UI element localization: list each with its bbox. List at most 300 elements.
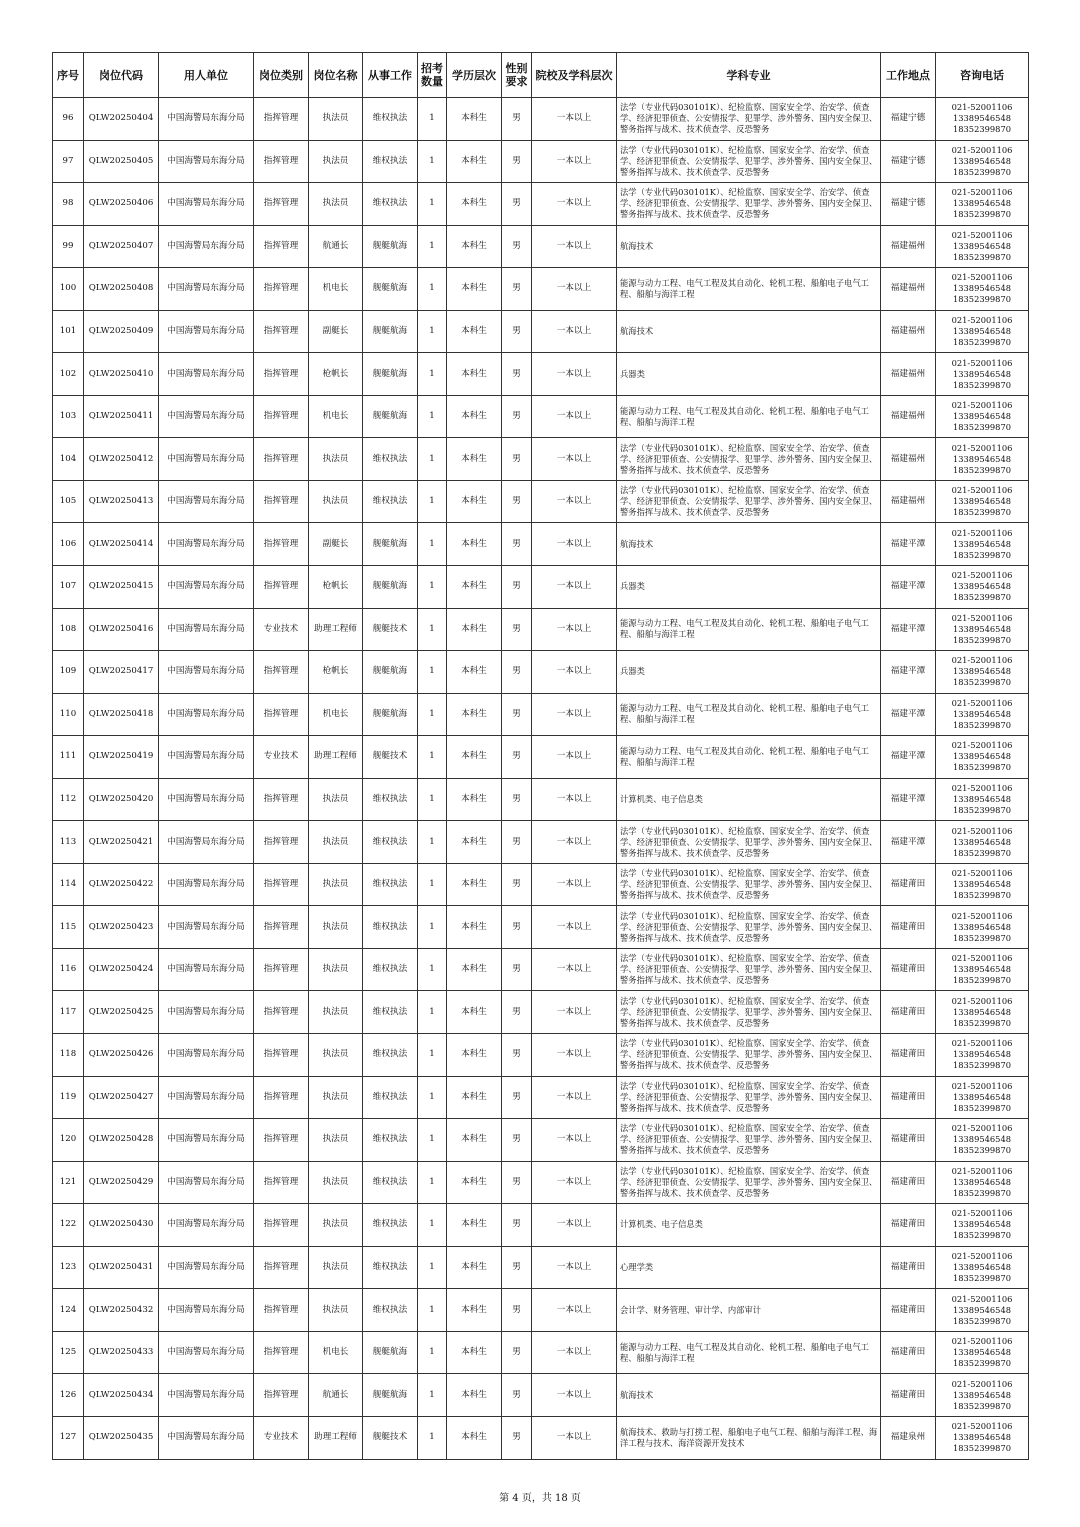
cell-location: 福建福州 — [881, 480, 936, 523]
cell-major: 能源与动力工程、电气工程及其自动化、轮机工程、船舶电子电气工程、船舶与海洋工程 — [617, 1331, 881, 1374]
cell-seq: 121 — [53, 1161, 84, 1204]
cell-unit: 中国海警局东海分局 — [159, 566, 254, 609]
cell-unit: 中国海警局东海分局 — [159, 906, 254, 949]
cell-phone — [936, 736, 1029, 779]
cell-quota: 1 — [418, 438, 447, 481]
phone-number: 021-52001106 — [951, 953, 1013, 964]
cell-major: 兵器类 — [617, 651, 881, 694]
phone-number: 13389546548 — [952, 794, 1012, 805]
cell-code: QLW20250435 — [84, 1416, 159, 1459]
cell-quota: 1 — [418, 1331, 447, 1374]
cell-edu: 本科生 — [447, 906, 502, 949]
cell-unit: 中国海警局东海分局 — [159, 1246, 254, 1289]
cell-seq: 107 — [53, 566, 84, 609]
cell-phone — [936, 1331, 1029, 1374]
cell-quota: 1 — [418, 225, 447, 268]
cell-edu: 本科生 — [447, 1246, 502, 1289]
cell-work: 舰艇航海 — [363, 268, 418, 311]
cell-gender: 男 — [502, 98, 532, 141]
cell-edu: 本科生 — [447, 1416, 502, 1459]
table-row — [53, 140, 1029, 183]
cell-category: 指挥管理 — [254, 1204, 309, 1247]
cell-school: 一本以上 — [532, 1119, 617, 1162]
cell-seq: 120 — [53, 1119, 84, 1162]
cell-seq: 122 — [53, 1204, 84, 1247]
table-row — [53, 906, 1029, 949]
cell-location: 福建莆田 — [881, 906, 936, 949]
table-row — [53, 863, 1029, 906]
cell-edu: 本科生 — [447, 183, 502, 226]
phone-number: 18352399870 — [952, 719, 1012, 730]
header-post: 岗位名称 — [309, 53, 363, 98]
cell-gender: 男 — [502, 1204, 532, 1247]
cell-major: 能源与动力工程、电气工程及其自动化、轮机工程、船舶电子电气工程、船舶与海洋工程 — [617, 693, 881, 736]
cell-seq: 126 — [53, 1374, 84, 1417]
cell-school: 一本以上 — [532, 225, 617, 268]
cell-location: 福建平潭 — [881, 523, 936, 566]
cell-phone — [936, 268, 1029, 311]
table-row — [53, 353, 1029, 396]
phone-number: 18352399870 — [952, 890, 1012, 901]
cell-category: 指挥管理 — [254, 1331, 309, 1374]
cell-phone — [936, 991, 1029, 1034]
cell-edu: 本科生 — [447, 480, 502, 523]
cell-major: 兵器类 — [617, 353, 881, 396]
cell-work: 维权执法 — [363, 948, 418, 991]
positions-table — [52, 52, 1029, 1460]
cell-code: QLW20250423 — [84, 906, 159, 949]
cell-major: 航海技术、救助与打捞工程、船舶电子电气工程、船舶与海洋工程、海洋工程与技术、海洋资源开发技术 — [617, 1416, 881, 1459]
cell-location: 福建莆田 — [881, 863, 936, 906]
cell-major: 法学（专业代码030101K）、纪检监察、国家安全学、治安学、侦查学、经济犯罪侦查、公安情报学、犯罪学、涉外警务、国内安全保卫、警务指挥与战术、技术侦查学、反恐警务 — [617, 863, 881, 906]
phone-number: 13389546548 — [952, 666, 1012, 677]
table-row — [53, 778, 1029, 821]
cell-school: 一本以上 — [532, 1289, 617, 1332]
cell-school: 一本以上 — [532, 736, 617, 779]
cell-school: 一本以上 — [532, 1161, 617, 1204]
cell-code: QLW20250405 — [84, 140, 159, 183]
table-row — [53, 225, 1029, 268]
cell-major: 计算机类、电子信息类 — [617, 1204, 881, 1247]
cell-post: 助理工程师 — [309, 736, 363, 779]
cell-post: 执法员 — [309, 480, 363, 523]
phone-number: 021-52001106 — [951, 1123, 1013, 1134]
cell-seq: 108 — [53, 608, 84, 651]
table-row — [53, 1034, 1029, 1077]
phone-number: 18352399870 — [952, 1443, 1012, 1454]
header-gender: 性别 要求 — [502, 53, 532, 98]
cell-code: QLW20250422 — [84, 863, 159, 906]
cell-work: 维权执法 — [363, 778, 418, 821]
cell-edu: 本科生 — [447, 651, 502, 694]
cell-unit: 中国海警局东海分局 — [159, 310, 254, 353]
cell-seq: 123 — [53, 1246, 84, 1289]
cell-category: 指挥管理 — [254, 98, 309, 141]
cell-location: 福建莆田 — [881, 991, 936, 1034]
cell-major: 能源与动力工程、电气工程及其自动化、轮机工程、船舶电子电气工程、船舶与海洋工程 — [617, 268, 881, 311]
cell-code: QLW20250404 — [84, 98, 159, 141]
cell-work: 维权执法 — [363, 1119, 418, 1162]
phone-number: 021-52001106 — [951, 272, 1013, 283]
table-row — [53, 523, 1029, 566]
cell-gender: 男 — [502, 1034, 532, 1077]
cell-location: 福建莆田 — [881, 1331, 936, 1374]
cell-school: 一本以上 — [532, 1204, 617, 1247]
cell-code: QLW20250419 — [84, 736, 159, 779]
cell-unit: 中国海警局东海分局 — [159, 736, 254, 779]
cell-phone — [936, 225, 1029, 268]
phone-number: 021-52001106 — [951, 315, 1013, 325]
cell-unit: 中国海警局东海分局 — [159, 98, 254, 141]
cell-school: 一本以上 — [532, 353, 617, 396]
cell-work: 维权执法 — [363, 98, 418, 141]
cell-post: 助理工程师 — [309, 608, 363, 651]
cell-post: 机电长 — [309, 268, 363, 311]
phone-number: 021-52001106 — [951, 442, 1013, 453]
cell-work: 舰艇航海 — [363, 395, 418, 438]
cell-category: 指挥管理 — [254, 1289, 309, 1332]
phone-number: 021-52001106 — [951, 612, 1013, 623]
cell-edu: 本科生 — [447, 608, 502, 651]
cell-location: 福建莆田 — [881, 1076, 936, 1119]
cell-post: 执法员 — [309, 821, 363, 864]
cell-location: 福建平潭 — [881, 693, 936, 736]
cell-code: QLW20250429 — [84, 1161, 159, 1204]
table-row — [53, 1289, 1029, 1332]
cell-code: QLW20250410 — [84, 353, 159, 396]
phone-number: 18352399870 — [952, 1060, 1012, 1071]
cell-school: 一本以上 — [532, 1331, 617, 1374]
cell-work: 舰艇航海 — [363, 1331, 418, 1374]
cell-unit: 中国海警局东海分局 — [159, 1416, 254, 1459]
cell-location: 福建莆田 — [881, 1034, 936, 1077]
phone-number: 18352399870 — [952, 464, 1012, 475]
cell-quota: 1 — [418, 608, 447, 651]
phone-number: 021-52001106 — [951, 697, 1013, 708]
cell-location: 福建莆田 — [881, 1161, 936, 1204]
cell-location: 福建莆田 — [881, 948, 936, 991]
cell-work: 舰艇技术 — [363, 608, 418, 651]
cell-phone — [936, 1246, 1029, 1289]
cell-category: 指挥管理 — [254, 1076, 309, 1119]
phone-number: 13389546548 — [952, 1347, 1012, 1358]
cell-seq: 102 — [53, 353, 84, 396]
phone-number: 18352399870 — [952, 1230, 1012, 1241]
cell-phone — [936, 1034, 1029, 1077]
cell-post: 执法员 — [309, 1034, 363, 1077]
cell-code: QLW20250433 — [84, 1331, 159, 1374]
cell-school: 一本以上 — [532, 608, 617, 651]
phone-number: 13389546548 — [952, 1134, 1012, 1145]
phone-number: 18352399870 — [952, 422, 1012, 433]
cell-quota: 1 — [418, 778, 447, 821]
cell-post: 枪帆长 — [309, 566, 363, 609]
cell-gender: 男 — [502, 948, 532, 991]
header-code: 岗位代码 — [84, 53, 159, 98]
cell-edu: 本科生 — [447, 268, 502, 311]
cell-gender: 男 — [502, 1374, 532, 1417]
cell-major: 法学（专业代码030101K）、纪检监察、国家安全学、治安学、侦查学、经济犯罪侦查、公安情报学、犯罪学、涉外警务、国内安全保卫、警务指挥与战术、技术侦查学、反恐警务 — [617, 183, 881, 226]
phone-number: 18352399870 — [952, 166, 1012, 177]
cell-major: 会计学、财务管理、审计学、内部审计 — [617, 1289, 881, 1332]
cell-location: 福建莆田 — [881, 1374, 936, 1417]
cell-location: 福建福州 — [881, 268, 936, 311]
cell-unit: 中国海警局东海分局 — [159, 225, 254, 268]
phone-number: 13389546548 — [952, 496, 1012, 507]
phone-number: 13389546548 — [952, 538, 1012, 549]
cell-work: 舰艇航海 — [363, 310, 418, 353]
cell-edu: 本科生 — [447, 566, 502, 609]
cell-post: 执法员 — [309, 1076, 363, 1119]
cell-category: 指挥管理 — [254, 523, 309, 566]
cell-post: 执法员 — [309, 991, 363, 1034]
cell-phone — [936, 1204, 1029, 1247]
cell-code: QLW20250430 — [84, 1204, 159, 1247]
header-quota: 招考 数量 — [418, 53, 447, 98]
cell-post: 航通长 — [309, 225, 363, 268]
cell-unit: 中国海警局东海分局 — [159, 438, 254, 481]
cell-edu: 本科生 — [447, 1161, 502, 1204]
header-phone: 咨询电话 — [936, 53, 1029, 98]
cell-gender: 男 — [502, 140, 532, 183]
cell-school: 一本以上 — [532, 1034, 617, 1077]
cell-unit: 中国海警局东海分局 — [159, 523, 254, 566]
cell-phone — [936, 310, 1029, 353]
cell-gender: 男 — [502, 991, 532, 1034]
phone-number: 18352399870 — [952, 975, 1012, 986]
phone-number: 021-52001106 — [951, 102, 1013, 113]
cell-location: 福建平潭 — [881, 566, 936, 609]
phone-number: 021-52001106 — [951, 1336, 1013, 1347]
cell-code: QLW20250434 — [84, 1374, 159, 1417]
cell-unit: 中国海警局东海分局 — [159, 1161, 254, 1204]
phone-number: 13389546548 — [952, 879, 1012, 890]
cell-gender: 男 — [502, 310, 532, 353]
cell-gender: 男 — [502, 523, 532, 566]
header-edu: 学历层次 — [447, 53, 502, 98]
cell-quota: 1 — [418, 1374, 447, 1417]
cell-gender: 男 — [502, 821, 532, 864]
phone-number: 18352399870 — [952, 677, 1012, 688]
cell-post: 执法员 — [309, 1289, 363, 1332]
cell-location: 福建莆田 — [881, 1204, 936, 1247]
phone-number: 13389546548 — [952, 623, 1012, 634]
cell-gender: 男 — [502, 863, 532, 906]
cell-school: 一本以上 — [532, 693, 617, 736]
phone-number: 13389546548 — [952, 964, 1012, 975]
cell-major: 计算机类、电子信息类 — [617, 778, 881, 821]
cell-quota: 1 — [418, 1034, 447, 1077]
cell-unit: 中国海警局东海分局 — [159, 948, 254, 991]
cell-school: 一本以上 — [532, 906, 617, 949]
phone-number: 13389546548 — [952, 1389, 1012, 1400]
cell-unit: 中国海警局东海分局 — [159, 1076, 254, 1119]
phone-number: 021-52001106 — [951, 357, 1013, 368]
phone-number: 18352399870 — [952, 1315, 1012, 1326]
phone-number: 18352399870 — [952, 1017, 1012, 1028]
cell-seq: 98 — [53, 183, 84, 226]
table-row — [53, 608, 1029, 651]
cell-school: 一本以上 — [532, 863, 617, 906]
cell-post: 执法员 — [309, 1246, 363, 1289]
table-body — [53, 98, 1029, 1460]
cell-unit: 中国海警局东海分局 — [159, 268, 254, 311]
table-row — [53, 480, 1029, 523]
cell-unit: 中国海警局东海分局 — [159, 1331, 254, 1374]
phone-number: 021-52001106 — [951, 1293, 1013, 1304]
cell-major: 能源与动力工程、电气工程及其自动化、轮机工程、船舶电子电气工程、船舶与海洋工程 — [617, 608, 881, 651]
phone-number: 18352399870 — [952, 294, 1012, 305]
cell-post: 执法员 — [309, 906, 363, 949]
cell-quota: 1 — [418, 693, 447, 736]
cell-code: QLW20250418 — [84, 693, 159, 736]
cell-school: 一本以上 — [532, 183, 617, 226]
table-row — [53, 395, 1029, 438]
cell-code: QLW20250413 — [84, 480, 159, 523]
table-row — [53, 1416, 1029, 1459]
cell-work: 舰艇航海 — [363, 566, 418, 609]
cell-post: 副艇长 — [309, 523, 363, 566]
cell-quota: 1 — [418, 140, 447, 183]
cell-quota: 1 — [418, 821, 447, 864]
cell-major: 法学（专业代码030101K）、纪检监察、国家安全学、治安学、侦查学、经济犯罪侦查、公安情报学、犯罪学、涉外警务、国内安全保卫、警务指挥与战术、技术侦查学、反恐警务 — [617, 480, 881, 523]
phone-number: 13389546548 — [952, 155, 1012, 166]
cell-school: 一本以上 — [532, 778, 617, 821]
cell-code: QLW20250428 — [84, 1119, 159, 1162]
table-row — [53, 566, 1029, 609]
cell-major: 能源与动力工程、电气工程及其自动化、轮机工程、船舶电子电气工程、船舶与海洋工程 — [617, 395, 881, 438]
cell-code: QLW20250414 — [84, 523, 159, 566]
cell-work: 维权执法 — [363, 1034, 418, 1077]
cell-gender: 男 — [502, 736, 532, 779]
cell-gender: 男 — [502, 1289, 532, 1332]
cell-seq: 127 — [53, 1416, 84, 1459]
cell-code: QLW20250411 — [84, 395, 159, 438]
cell-post: 执法员 — [309, 948, 363, 991]
cell-quota: 1 — [418, 1246, 447, 1289]
phone-number: 13389546548 — [952, 708, 1012, 719]
cell-edu: 本科生 — [447, 991, 502, 1034]
table-row — [53, 310, 1029, 353]
phone-number: 13389546548 — [952, 1006, 1012, 1017]
cell-edu: 本科生 — [447, 1076, 502, 1119]
cell-seq: 114 — [53, 863, 84, 906]
cell-major: 航海技术 — [617, 310, 881, 353]
phone-number: 18352399870 — [952, 1145, 1012, 1156]
phone-number: 18352399870 — [952, 379, 1012, 390]
table-row — [53, 268, 1029, 311]
phone-number: 13389546548 — [952, 1432, 1012, 1443]
cell-gender: 男 — [502, 480, 532, 523]
table-row — [53, 98, 1029, 141]
cell-post: 执法员 — [309, 1161, 363, 1204]
cell-school: 一本以上 — [532, 566, 617, 609]
cell-location: 福建平潭 — [881, 651, 936, 694]
cell-category: 指挥管理 — [254, 1374, 309, 1417]
cell-code: QLW20250431 — [84, 1246, 159, 1289]
cell-code: QLW20250415 — [84, 566, 159, 609]
cell-category: 指挥管理 — [254, 906, 309, 949]
cell-major: 航海技术 — [617, 225, 881, 268]
table-row — [53, 948, 1029, 991]
cell-seq: 103 — [53, 395, 84, 438]
phone-number: 18352399870 — [952, 251, 1012, 262]
cell-code: QLW20250409 — [84, 310, 159, 353]
cell-school: 一本以上 — [532, 651, 617, 694]
cell-work: 维权执法 — [363, 480, 418, 523]
cell-category: 指挥管理 — [254, 438, 309, 481]
cell-edu: 本科生 — [447, 1034, 502, 1077]
cell-phone — [936, 1076, 1029, 1119]
cell-code: QLW20250406 — [84, 183, 159, 226]
phone-number: 021-52001106 — [951, 825, 1013, 836]
cell-school: 一本以上 — [532, 268, 617, 311]
cell-phone — [936, 480, 1029, 523]
cell-post: 执法员 — [309, 1204, 363, 1247]
table-row — [53, 821, 1029, 864]
phone-number: 13389546548 — [952, 113, 1012, 124]
table-row — [53, 1076, 1029, 1119]
cell-edu: 本科生 — [447, 353, 502, 396]
cell-major: 法学（专业代码030101K）、纪检监察、国家安全学、治安学、侦查学、经济犯罪侦查、公安情报学、犯罪学、涉外警务、国内安全保卫、警务指挥与战术、技术侦查学、反恐警务 — [617, 1119, 881, 1162]
cell-location: 福建莆田 — [881, 1289, 936, 1332]
header-unit: 用人单位 — [159, 53, 254, 98]
cell-category: 指挥管理 — [254, 1161, 309, 1204]
cell-edu: 本科生 — [447, 1374, 502, 1417]
cell-phone — [936, 1374, 1029, 1417]
cell-gender: 男 — [502, 651, 532, 694]
cell-seq: 116 — [53, 948, 84, 991]
cell-quota: 1 — [418, 991, 447, 1034]
cell-edu: 本科生 — [447, 821, 502, 864]
cell-code: QLW20250425 — [84, 991, 159, 1034]
cell-unit: 中国海警局东海分局 — [159, 1374, 254, 1417]
cell-work: 维权执法 — [363, 438, 418, 481]
cell-phone — [936, 906, 1029, 949]
table-row — [53, 651, 1029, 694]
cell-school: 一本以上 — [532, 948, 617, 991]
cell-phone — [936, 438, 1029, 481]
cell-seq: 106 — [53, 523, 84, 566]
cell-category: 指挥管理 — [254, 480, 309, 523]
cell-location: 福建莆田 — [881, 1246, 936, 1289]
cell-quota: 1 — [418, 1416, 447, 1459]
cell-work: 维权执法 — [363, 1289, 418, 1332]
header-row — [53, 53, 1029, 98]
cell-phone — [936, 98, 1029, 141]
table-row — [53, 183, 1029, 226]
cell-work: 维权执法 — [363, 863, 418, 906]
cell-major: 法学（专业代码030101K）、纪检监察、国家安全学、治安学、侦查学、经济犯罪侦查、公安情报学、犯罪学、涉外警务、国内安全保卫、警务指挥与战术、技术侦查学、反恐警务 — [617, 948, 881, 991]
phone-number: 13389546548 — [952, 921, 1012, 932]
cell-location: 福建平潭 — [881, 736, 936, 779]
cell-school: 一本以上 — [532, 438, 617, 481]
phone-number: 18352399870 — [952, 1273, 1012, 1284]
cell-post: 执法员 — [309, 438, 363, 481]
cell-edu: 本科生 — [447, 1331, 502, 1374]
phone-number: 13389546548 — [952, 326, 1012, 336]
cell-school: 一本以上 — [532, 98, 617, 141]
cell-major: 法学（专业代码030101K）、纪检监察、国家安全学、治安学、侦查学、经济犯罪侦查、公安情报学、犯罪学、涉外警务、国内安全保卫、警务指挥与战术、技术侦查学、反恐警务 — [617, 1076, 881, 1119]
cell-code: QLW20250426 — [84, 1034, 159, 1077]
cell-location: 福建平潭 — [881, 608, 936, 651]
cell-gender: 男 — [502, 395, 532, 438]
cell-seq: 104 — [53, 438, 84, 481]
cell-quota: 1 — [418, 948, 447, 991]
cell-code: QLW20250416 — [84, 608, 159, 651]
cell-post: 执法员 — [309, 778, 363, 821]
cell-category: 指挥管理 — [254, 225, 309, 268]
